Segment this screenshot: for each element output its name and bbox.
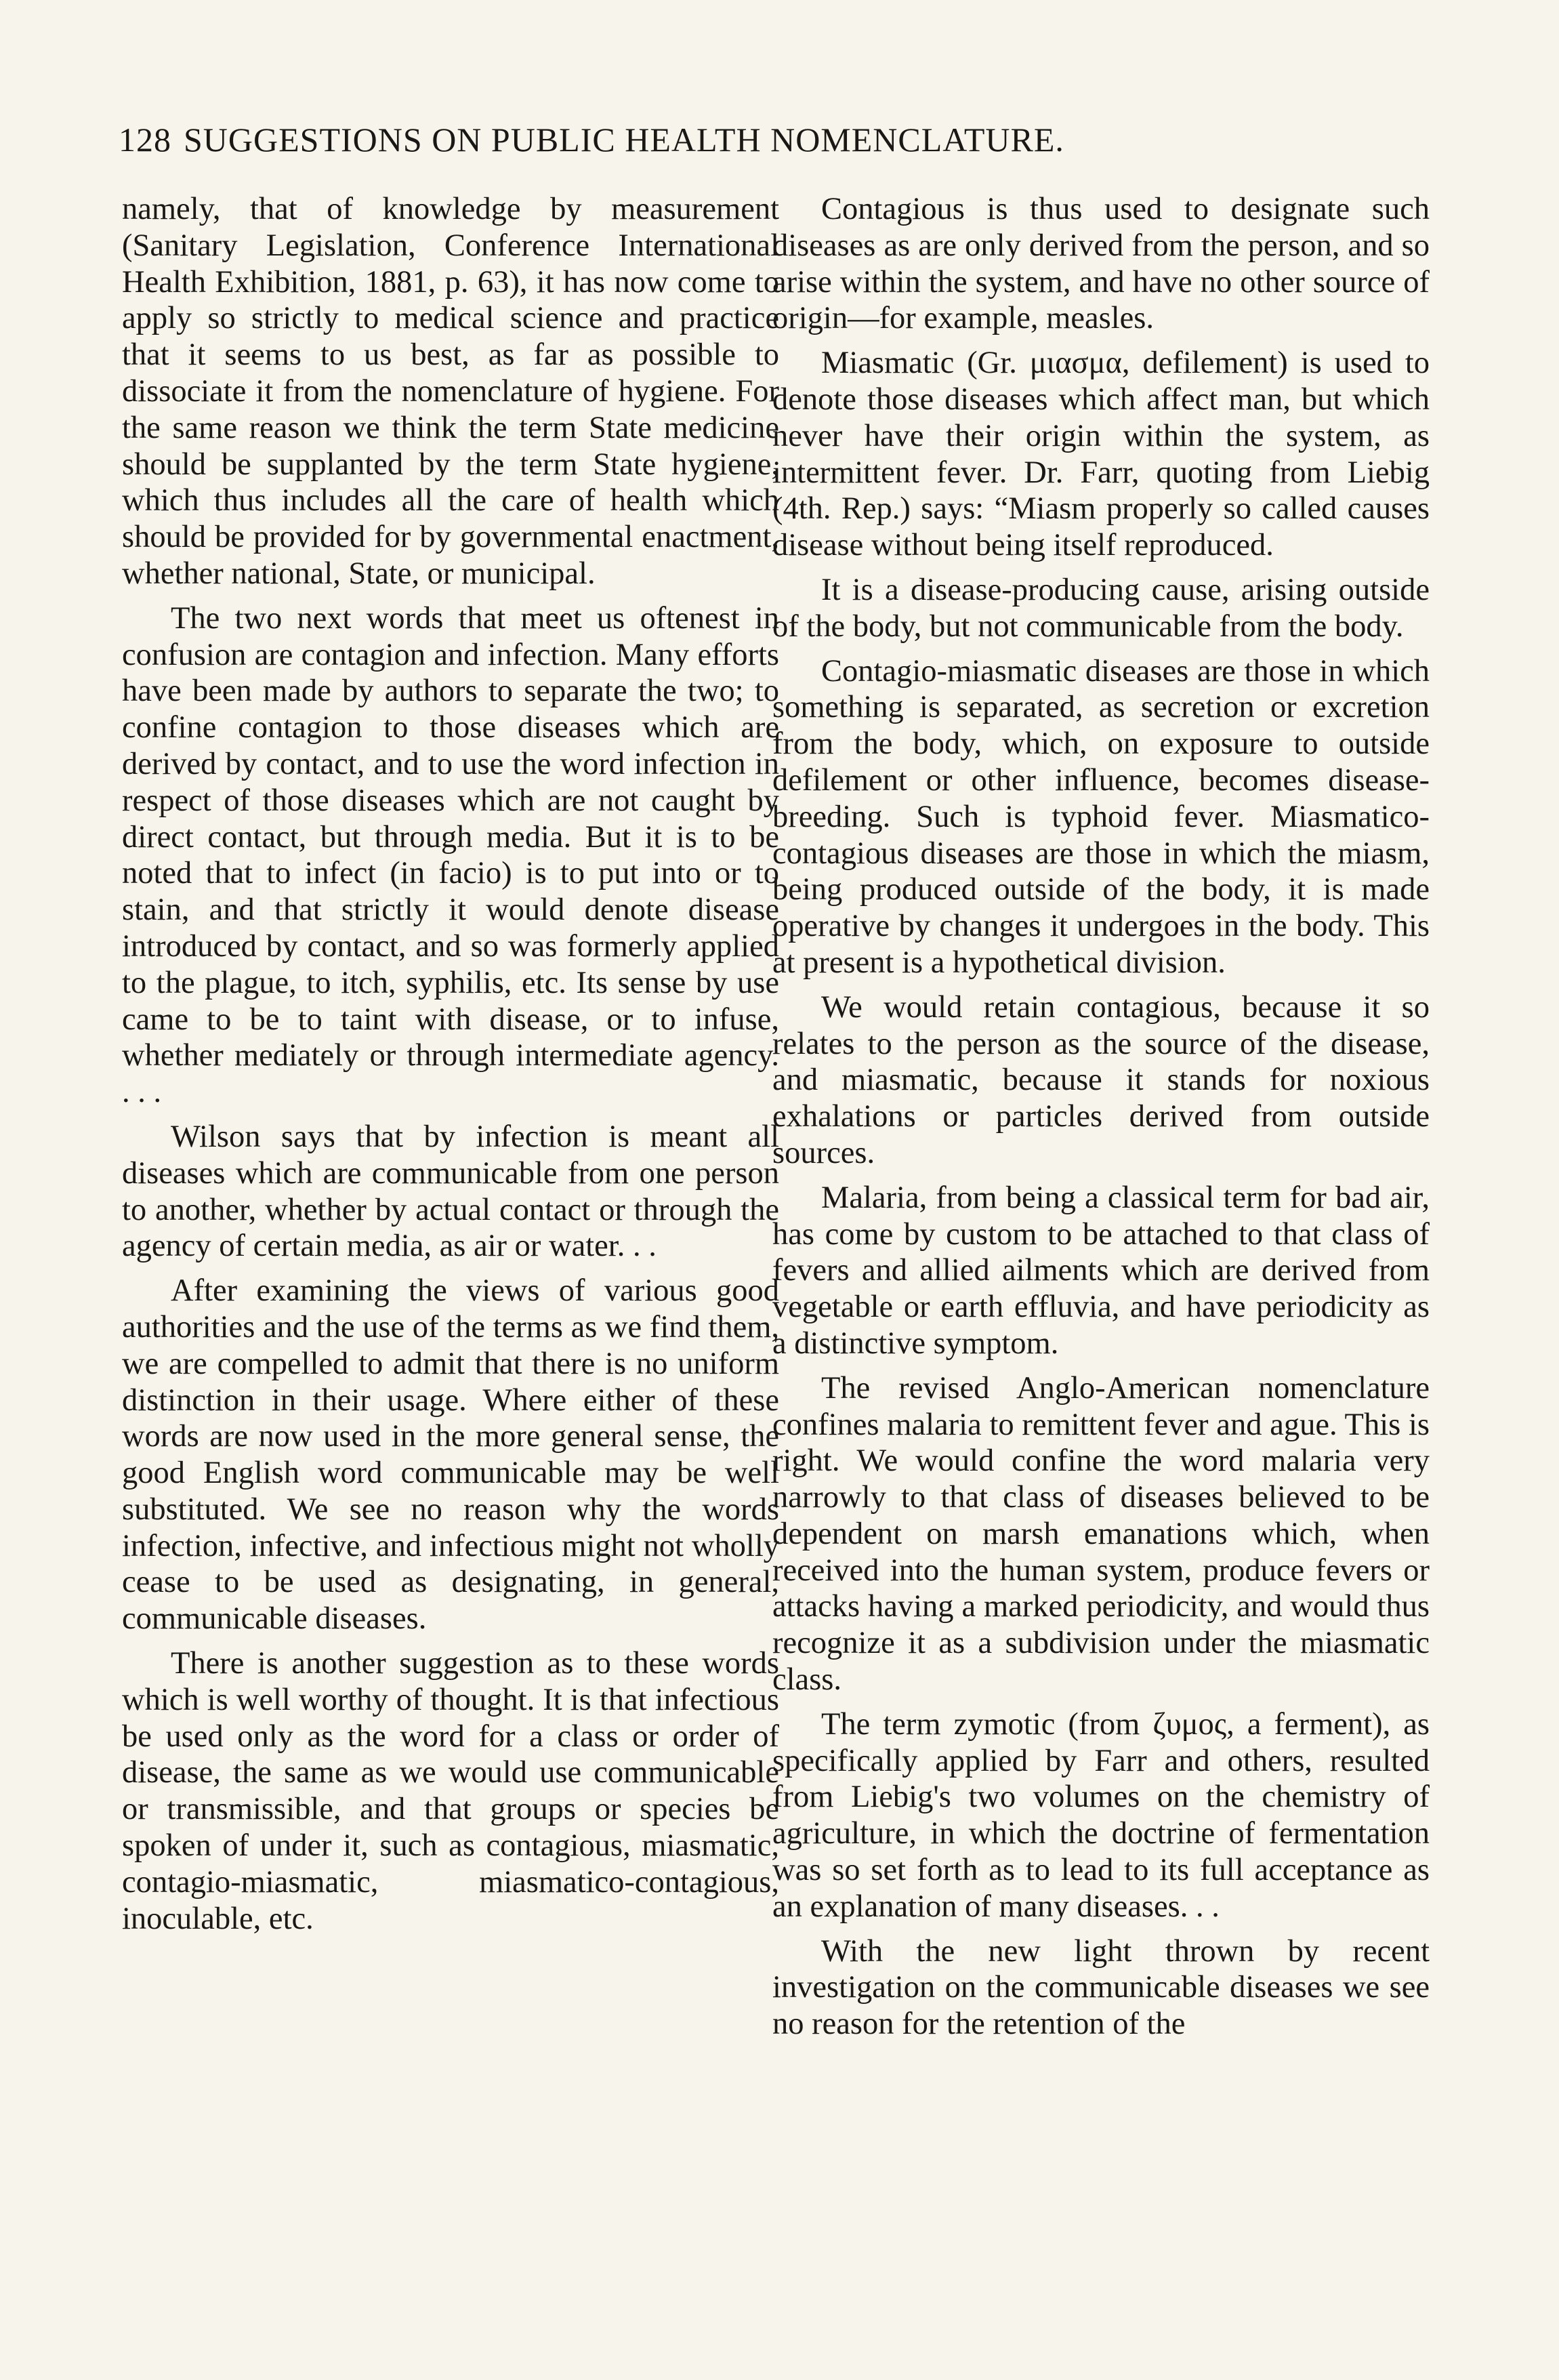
paragraph-wilson: Wilson says that by infection is meant all diseases which are communicable from one person to another, whether by actual contact or through the agency of certain media, as air or water. . . <box>122 1119 779 1264</box>
paragraph-infectious-class: There is another suggestion as to these words which is well worthy of thought. It is that infectious be used only as the word for a class or order of disease, the same as we would use communicable or transmissible, and that groups or species be spoken of under it, such as contagious, miasmatic, contagio-miasmatic, miasmatico-contagious, inoculable, etc. <box>122 1646 779 1936</box>
left-column <box>122 191 779 1945</box>
running-title: SUGGESTIONS ON PUBLIC HEALTH NOMENCLATURE. <box>184 121 1064 159</box>
page-number: 128 <box>119 121 171 159</box>
paragraph-new-light: With the new light thrown by recent investigation on the communicable diseases we see no reason for the retention of the <box>772 1933 1430 2042</box>
paragraph-retain-contagious: We would retain contagious, because it so relates to the person as the source of the disease, and miasmatic, because it stands for noxious exhalations or particles derived from outside sources. <box>772 989 1430 1170</box>
paragraph-contagion-infection: The two next words that meet us oftenest in confusion are contagion and infection. Many efforts have been made by authors to separate the two; to confine contagion to those diseases which are derived by contact, and to use the word infection in respect of those diseases which are not caught by direct contact, but through media. But it is to be noted that to infect (in facio) is to put into or to stain, and that strictly it would denote disease introduced by contact, and so was formerly applied to the plague, to itch, syphilis, etc. Its sense by use came to be to taint with disease, or to infuse, whether mediately or through intermediate agency. . . . <box>122 600 779 1110</box>
right-column <box>772 191 1430 2051</box>
paragraph-continued: namely, that of knowledge by measurement (Sanitary Legislation, Conference International Health Exhibition, 1881, p. 63), it has now come to apply so strictly to medical science and practice that it seems to us best, as far as possible to dissociate it from the nomenclature of hygiene. For the same reason we think the term State medicine should be supplanted by the term State hygiene, which thus includes all the care of health which should be provided for by governmental enactment, whether national, State, or municipal. <box>122 192 779 591</box>
paragraph-zymotic: The term zymotic (from ζυμος, a ferment), as specifically applied by Farr and others, resulted from Liebig's two volumes on the chemistry of agriculture, in which the doctrine of fermentation was so set forth as to lead to its full acceptance as an explanation of many diseases. . . <box>772 1706 1430 1924</box>
paragraph-disease-cause: It is a disease-producing cause, arising outside of the body, but not communicable from the body. <box>772 572 1430 644</box>
paragraph-malaria: Malaria, from being a classical term for bad air, has come by custom to be attached to that class of fevers and allied ailments which are derived from vegetable or earth effluvia, and have periodicity as a distinctive symptom. <box>772 1180 1430 1361</box>
paragraph-anglo-american: The revised Anglo-American nomenclature confines malaria to remittent fever and ague. This is right. We would confine the word malaria very narrowly to that class of diseases believed to be dependent on marsh emanations which, when received into the human system, produce fevers or attacks having a marked periodicity, and would thus recognize it as a subdivision under the miasmatic class. <box>772 1370 1430 1698</box>
paragraph-contagious: Contagious is thus used to designate such diseases as are only derived from the person, and so arise within the system, and have no other source of origin—for example, measles. <box>772 192 1430 336</box>
paragraph-miasmatic: Miasmatic (Gr. μιασμα, defilement) is used to denote those diseases which affect man, but which never have their origin within the system, as intermittent fever. Dr. Farr, quoting from Liebig (4th. Rep.) says: “Miasm properly so called causes disease without being itself reproduced. <box>772 346 1430 563</box>
paragraph-contagio-miasmatic: Contagio-miasmatic diseases are those in which something is separated, as secretion or excretion from the body, which, on exposure to outside defilement or other influence, becomes disease-breeding. Such is typhoid fever. Miasmatico-contagious diseases are those in which the miasm, being produced outside of the body, it is made operative by changes it undergoes in the body. This at present is a hypothetical division. <box>772 653 1430 980</box>
running-header <box>119 119 1284 160</box>
paragraph-communicable: After examining the views of various good authorities and the use of the terms as we find them, we are compelled to admit that there is no uniform distinction in their usage. Where either of these words are now used in the more general sense, the good English word communicable may be well substituted. We see no reason why the words infection, infective, and infectious might not wholly cease to be used as designating, in general, communicable diseases. <box>122 1273 779 1637</box>
